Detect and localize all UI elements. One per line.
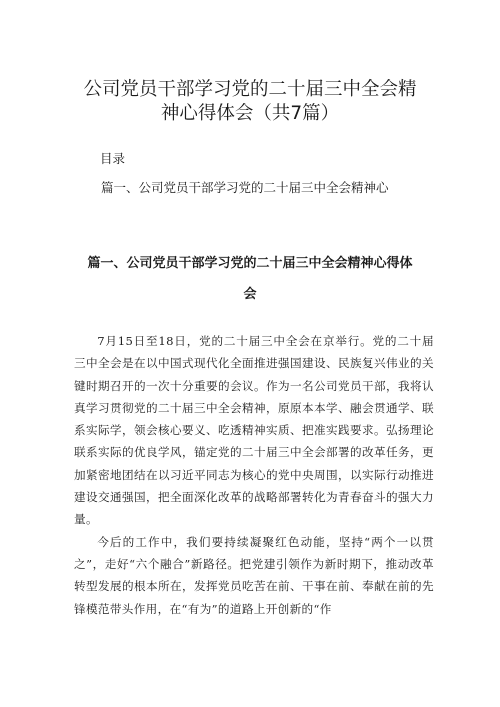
toc-heading: 目录 — [100, 151, 126, 166]
section-title-line-2: 会 — [243, 287, 257, 302]
body-paragraph-2: 今后的工作中，我们要持续凝聚红色动能，坚持“两个一以贯之”，走好“六个融合”新路径。把党建引领作为新时期下，推动改革转型发展的根本所在，发挥党员吃苦在前、干事在前、奉献在前的先锋模范带头作用，在“有为”的道路上开创新的“作 — [74, 534, 434, 616]
document-title-line-2: 神心得体会（共7篇） — [160, 103, 340, 124]
section-title — [60, 248, 440, 310]
body-paragraph-1: 7月15日至18日，党的二十届三中全会在京举行。党的二十届三中全会是在以中国式现代化全面推进强国建设、民族复兴伟业的关键时期召开的一次十分重要的会议。作为一名公司党员干部，我将认真学习贯彻党的二十届三中全会精神，原原本本学、融会贯通学、联系实际学，领会核心要义、吃透精神实质、把准实践要求。弘扬理论联系实际的优良学风，锚定党的二十届三中全会部署的改革任务，更加紧密地团结在以习近平同志为核心的党中央周围，以实际行动推进建设交通强国，把全面深化改革的战略部署转化为青春奋斗的强大力量。 — [74, 334, 434, 527]
toc-item-1[interactable]: 篇一、公司党员干部学习党的二十届三中全会精神心 — [101, 180, 389, 195]
body-text — [74, 330, 434, 620]
document-title — [60, 78, 440, 126]
document-title-line-1: 公司党员干部学习党的二十届三中全会精 — [83, 79, 417, 100]
section-title-line-1: 篇一、公司党员干部学习党的二十届三中全会精神心得体 — [87, 256, 413, 271]
